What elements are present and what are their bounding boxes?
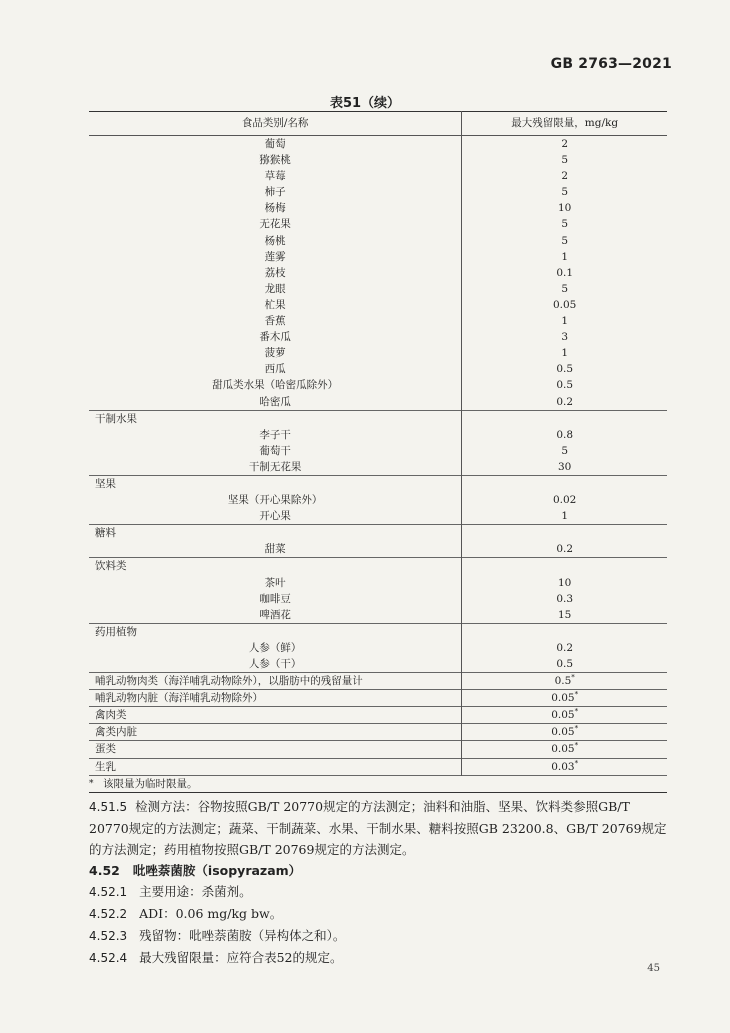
mrl-value: 0.05	[551, 743, 575, 756]
food-name-cell: 无花果	[89, 216, 462, 232]
mrl-value: 30	[557, 460, 572, 473]
mrl-value: 0.05	[552, 298, 577, 311]
mrl-value: 2	[561, 138, 569, 150]
mrl-value-cell	[462, 707, 667, 724]
mrl-value-cell	[462, 410, 667, 427]
mrl-value: 10	[557, 202, 572, 215]
mrl-value-cell	[462, 741, 667, 758]
food-name-cell: 杧果	[89, 297, 462, 313]
mrl-value: 0.05	[551, 709, 575, 722]
footnote-text: 该限量为临时限量。	[103, 777, 198, 790]
temporary-limit-mark: *	[574, 741, 579, 750]
mrl-value-cell	[462, 313, 667, 329]
table-row	[89, 656, 667, 673]
mrl-value-cell	[462, 758, 667, 775]
table-row	[89, 640, 667, 656]
food-name-cell: 开心果	[89, 508, 462, 525]
section-heading-4-52	[89, 860, 669, 881]
mrl-value: 0.3	[556, 592, 574, 605]
section-title: 吡唑萘菌胺（isopyrazam）	[132, 863, 302, 878]
mrl-value: 5	[561, 444, 569, 457]
food-name-cell: 干制无花果	[89, 459, 462, 476]
mrl-value: 0.02	[552, 494, 577, 507]
mrl-value: 0.5	[556, 658, 574, 670]
table-row	[89, 265, 667, 281]
table-row	[89, 233, 667, 249]
item-text: ADI：0.06 mg/kg bw。	[139, 906, 283, 921]
table-row	[89, 591, 667, 607]
food-name-cell: 哺乳动物内脏（海洋哺乳动物除外）	[89, 690, 462, 707]
table-row	[89, 758, 667, 775]
mrl-value-cell	[462, 233, 667, 249]
table-row	[89, 152, 667, 168]
mrl-value-cell	[462, 265, 667, 281]
table-row	[89, 168, 667, 184]
table-footnote	[89, 775, 667, 792]
mrl-value-cell	[462, 459, 667, 476]
table-row	[89, 345, 667, 361]
food-name-cell: 哈密瓜	[89, 394, 462, 411]
item-text: 最大残留限量：应符合表52的规定。	[139, 950, 343, 965]
food-name-cell: 荔枝	[89, 265, 462, 281]
mrl-value: 0.2	[556, 395, 574, 408]
food-name-cell: 蛋类	[89, 741, 462, 758]
table-row	[89, 541, 667, 558]
mrl-value-cell	[462, 607, 667, 624]
page-number: 45	[647, 963, 660, 974]
food-name-cell: 坚果（开心果除外）	[89, 492, 462, 508]
mrl-value: 5	[561, 234, 569, 247]
item-text: 主要用途：杀菌剂。	[139, 884, 252, 899]
food-name-cell: 甜瓜类水果（哈密瓜除外）	[89, 377, 462, 393]
mrl-value-cell	[462, 575, 667, 591]
mrl-value-cell	[462, 623, 667, 640]
food-name-cell: 坚果	[89, 475, 462, 492]
mrl-value-cell	[462, 508, 667, 525]
item-number: 4.52.4	[89, 951, 128, 965]
footnote-mark: *	[89, 778, 94, 789]
table-row	[89, 508, 667, 525]
food-name-cell: 甜菜	[89, 541, 462, 558]
mrl-value: 0.5	[554, 675, 572, 688]
mrl-value-cell	[462, 690, 667, 707]
mrl-value-cell	[462, 541, 667, 558]
mrl-value-cell	[462, 168, 667, 184]
table-row	[89, 297, 667, 313]
mrl-value: 0.1	[556, 266, 574, 279]
food-name-cell: 禽肉类	[89, 707, 462, 724]
food-name-cell: 葡萄干	[89, 443, 462, 459]
food-name-cell: 哺乳动物肉类（海洋哺乳动物除外），以脂肪中的残留量计	[89, 673, 462, 690]
food-name-cell: 杨桃	[89, 233, 462, 249]
mrl-value-cell	[462, 724, 667, 741]
table-row	[89, 377, 667, 393]
mrl-value: 2	[561, 170, 569, 183]
item-number: 4.52.3	[89, 929, 128, 943]
paragraph-4-51-5	[89, 796, 669, 860]
food-name-cell: 西瓜	[89, 361, 462, 377]
table-row	[89, 313, 667, 329]
header-max-residue-limit: 最大残留限量，mg/kg	[462, 112, 667, 136]
item-number: 4.52.2	[89, 907, 128, 921]
food-name-cell: 茶叶	[89, 575, 462, 591]
food-name-cell: 禽类内脏	[89, 724, 462, 741]
table-row	[89, 216, 667, 232]
food-name-cell: 杨梅	[89, 200, 462, 216]
food-name-cell: 糖料	[89, 525, 462, 542]
mrl-value: 1	[561, 347, 569, 360]
food-name-cell: 莲雾	[89, 249, 462, 265]
food-name-cell: 草莓	[89, 168, 462, 184]
section-number: 4.52	[89, 863, 120, 878]
mrl-value-cell	[462, 591, 667, 607]
temporary-limit-mark: *	[574, 759, 579, 768]
mrl-value: 0.2	[556, 543, 574, 556]
food-name-cell: 番木瓜	[89, 329, 462, 345]
table-row	[89, 525, 667, 542]
table-row	[89, 427, 667, 443]
table-row	[89, 281, 667, 297]
table-row	[89, 724, 667, 741]
mrl-value-cell	[462, 152, 667, 168]
mrl-value-cell	[462, 200, 667, 216]
food-name-cell: 李子干	[89, 427, 462, 443]
mrl-value: 1	[561, 510, 569, 523]
table-row	[89, 741, 667, 758]
table-row	[89, 607, 667, 624]
item-4-52-1	[89, 881, 669, 903]
mrl-value: 5	[561, 282, 569, 295]
table-row	[89, 475, 667, 492]
mrl-value-cell	[462, 136, 667, 153]
table-row	[89, 410, 667, 427]
table-header-row	[89, 112, 667, 136]
food-name-cell: 柿子	[89, 184, 462, 200]
table-row	[89, 707, 667, 724]
mrl-value: 0.5	[556, 379, 574, 392]
table-row	[89, 329, 667, 345]
table-row	[89, 184, 667, 200]
mrl-value-cell	[462, 377, 667, 393]
mrl-value-cell	[462, 281, 667, 297]
table-row	[89, 394, 667, 411]
mrl-value: 1	[561, 250, 569, 263]
mrl-value-cell	[462, 216, 667, 232]
item-number: 4.52.1	[89, 885, 128, 899]
table-row	[89, 200, 667, 216]
mrl-value: 3	[561, 331, 569, 344]
food-name-cell: 啤酒花	[89, 607, 462, 624]
item-4-52-3	[89, 925, 669, 947]
table-footnote-row	[89, 775, 667, 792]
table-row	[89, 673, 667, 690]
mrl-value-cell	[462, 640, 667, 656]
body-text	[89, 796, 669, 969]
section-number: 4.51.5	[89, 800, 128, 814]
food-name-cell: 猕猴桃	[89, 152, 462, 168]
table-title: 表51（续）	[329, 96, 401, 111]
food-name-cell: 香蕉	[89, 313, 462, 329]
mrl-value: 5	[561, 218, 569, 231]
food-name-cell: 生乳	[89, 758, 462, 775]
table-row	[89, 459, 667, 476]
standard-code: GB 2763—2021	[550, 56, 672, 72]
mrl-value: 0.05	[551, 692, 575, 705]
mrl-value-cell	[462, 394, 667, 411]
mrl-value: 1	[561, 315, 569, 328]
table-row	[89, 575, 667, 591]
food-name-cell: 菠萝	[89, 345, 462, 361]
mrl-value: 10	[557, 576, 572, 589]
table-row	[89, 136, 667, 153]
mrl-value-cell	[462, 249, 667, 265]
mrl-value: 5	[561, 154, 569, 167]
mrl-value-cell	[462, 345, 667, 361]
mrl-value-cell	[462, 427, 667, 443]
mrl-value-cell	[462, 525, 667, 542]
temporary-limit-mark: *	[574, 707, 579, 716]
mrl-value-cell	[462, 673, 667, 690]
header-food-category: 食品类别/名称	[89, 112, 462, 136]
food-name-cell: 咖啡豆	[89, 591, 462, 607]
mrl-value: 0.8	[556, 428, 574, 441]
mrl-value: 0.5	[556, 363, 574, 376]
mrl-value: 15	[557, 608, 572, 621]
mrl-value-cell	[462, 558, 667, 575]
table-row	[89, 443, 667, 459]
table-row	[89, 558, 667, 575]
food-name-cell: 人参（干）	[89, 656, 462, 673]
food-name-cell: 人参（鲜）	[89, 640, 462, 656]
table-row	[89, 690, 667, 707]
table-row	[89, 361, 667, 377]
mrl-value-cell	[462, 492, 667, 508]
mrl-value: 0.05	[551, 726, 575, 739]
table-row	[89, 623, 667, 640]
item-4-52-4	[89, 947, 669, 969]
mrl-value-cell	[462, 297, 667, 313]
mrl-value-cell	[462, 361, 667, 377]
table-row	[89, 492, 667, 508]
mrl-value-cell	[462, 184, 667, 200]
mrl-value: 0.03	[551, 760, 575, 773]
paragraph-text: 检测方法：谷物按照GB/T 20770规定的方法测定；油料和油脂、坚果、饮料类参照GB/T 20770规定的方法测定；蔬菜、干制蔬菜、水果、干制水果、糖料按照GB 23200.8、GB/T 20769规定的方法测定；药用植物按照GB/T 20769规定的方法测定。	[89, 799, 667, 857]
mrl-value-cell	[462, 329, 667, 345]
temporary-limit-mark: *	[574, 690, 579, 699]
mrl-table-container	[89, 111, 667, 793]
mrl-value-cell	[462, 443, 667, 459]
food-name-cell: 饮料类	[89, 558, 462, 575]
mrl-value-cell	[462, 475, 667, 492]
food-name-cell: 葡萄	[89, 136, 462, 153]
temporary-limit-mark: *	[574, 724, 579, 733]
mrl-table	[89, 111, 667, 793]
food-name-cell: 干制水果	[89, 410, 462, 427]
mrl-value: 5	[561, 186, 569, 199]
mrl-value-cell	[462, 656, 667, 673]
table-row	[89, 249, 667, 265]
temporary-limit-mark: *	[571, 673, 575, 682]
food-name-cell: 药用植物	[89, 623, 462, 640]
item-4-52-2	[89, 903, 669, 925]
item-text: 残留物：吡唑萘菌胺（异构体之和）。	[139, 928, 346, 943]
mrl-value: 0.2	[556, 641, 574, 654]
food-name-cell: 龙眼	[89, 281, 462, 297]
